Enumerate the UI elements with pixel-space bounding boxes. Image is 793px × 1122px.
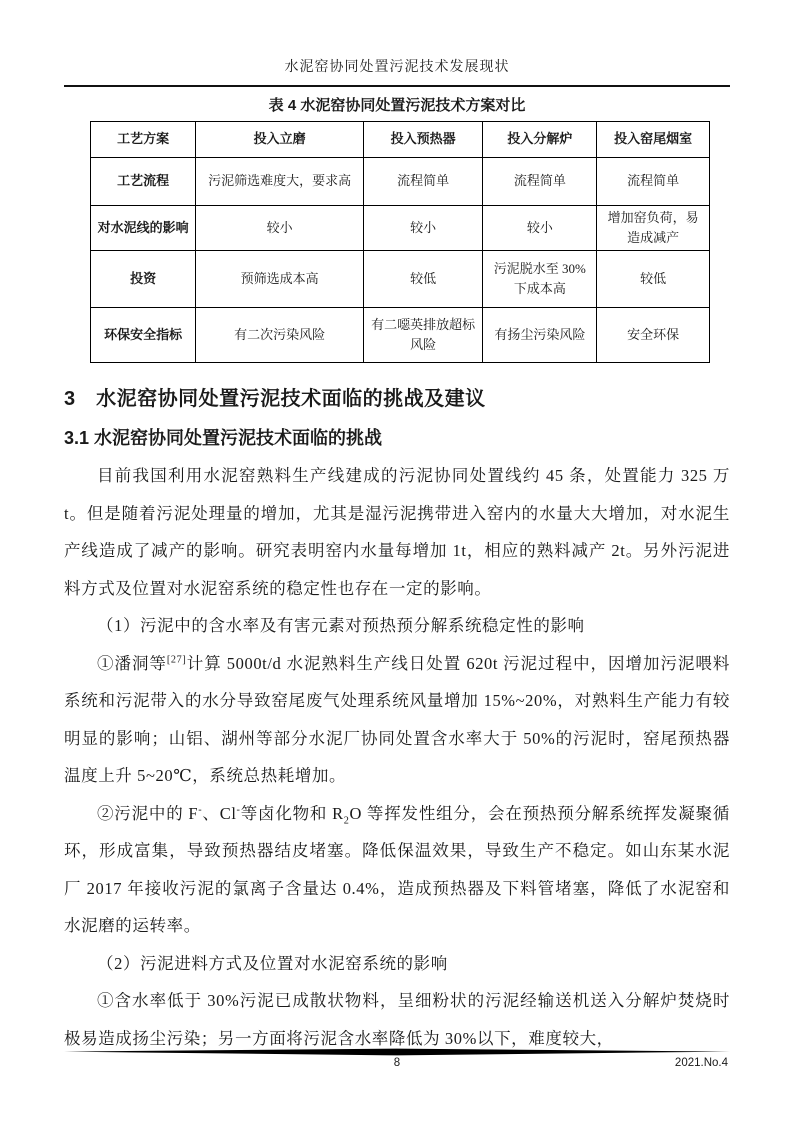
superscript-text: [27] — [166, 654, 187, 666]
table-row — [91, 158, 710, 206]
table-body — [91, 158, 710, 363]
table-header-cell: 投入分解炉 — [483, 122, 597, 158]
table-cell: 较低 — [363, 251, 482, 308]
superscript-text: - — [198, 804, 203, 816]
footer-rule — [64, 1048, 730, 1056]
page-number: 8 — [393, 1057, 401, 1069]
table-cell: 安全环保 — [597, 308, 710, 363]
body-paragraph: 目前我国利用水泥窑熟料生产线建成的污泥协同处置线约 45 条，处置能力 325 万 t。但是随着污泥处理量的增加，尤其是湿污泥携带进入窑内的水量大大增加，对水泥生产线造成了减产的影响。研究表明窑内水量每增加 1t，相应的熟料减产 2t。另外污泥进料方式及位置对水泥窑系统的稳定性也存在一定的影响。 — [64, 466, 730, 598]
table-cell: 较小 — [483, 206, 597, 251]
table-head — [91, 122, 710, 158]
table-header-cell: 投入立磨 — [196, 122, 364, 158]
superscript-text: - — [236, 804, 241, 816]
subsection-heading: 3.1 水泥窑协同处置污泥技术面临的挑战 — [64, 428, 383, 449]
table-cell: 有扬尘污染风险 — [483, 308, 597, 363]
body-paragraph: ②污泥中的 F-、Cl-等卤化物和 $R_2O$ 等挥发性组分，会在预热预分解系统挥发凝聚循环，形成富集，导致预热器结皮堵塞。降低保温效果，导致生产不稳定。如山东某水泥厂 2017 年接收污泥的氯离子含量达 0.4%，造成预热器及下料管堵塞，降低了水泥窑和水泥磨的运转率。 — [64, 803, 730, 936]
page-footer — [64, 1048, 730, 1073]
issue-label: 2021.No.4 — [674, 1057, 728, 1069]
subscript-text: 2 — [343, 815, 350, 827]
table-cell: 较低 — [597, 251, 710, 308]
row-label-cell: 工艺流程 — [91, 158, 196, 206]
table-row — [91, 206, 710, 251]
table-row — [91, 251, 710, 308]
table-cell: 有二噁英排放超标风险 — [363, 308, 482, 363]
table-header-row — [91, 122, 710, 158]
table-header-cell: 投入预热器 — [363, 122, 482, 158]
footer-row — [64, 1057, 730, 1073]
comparison-table — [90, 121, 710, 363]
table-caption: 表 4 水泥窑协同处置污泥技术方案对比 — [268, 97, 526, 114]
body-paragraph: ①含水率低于 30%污泥已成散状物料，呈细粉状的污泥经输送机送入分解炉焚烧时极易造成扬尘污染；另一方面将污泥含水率降低为 30%以下，难度较大， — [64, 991, 730, 1048]
table-cell: 流程简单 — [483, 158, 597, 206]
table-cell: 流程简单 — [363, 158, 482, 206]
body-paragraph: （1）污泥中的含水率及有害元素对预热预分解系统稳定性的影响 — [97, 616, 585, 636]
table-cell: 较小 — [196, 206, 364, 251]
table-cell: 较小 — [363, 206, 482, 251]
running-head-title: 水泥窑协同处置污泥技术发展现状 — [64, 56, 730, 87]
table-cell: 预筛选成本高 — [196, 251, 364, 308]
row-label-cell: 环保安全指标 — [91, 308, 196, 363]
table-cell: 污泥脱水至 30%下成本高 — [483, 251, 597, 308]
body-paragraph: ①潘洞等[27]计算 5000t/d 水泥熟料生产线日处置 620t 污泥过程中，因增加污泥喂料系统和污泥带入的水分导致窑尾废气处理系统风量增加 15%~20%，对熟料生产能力有较明显的影响；山铝、湖州等部分水泥厂协同处置含水率大于 50%的污泥时，窑尾预热器温度上升 5~20℃，系统总热耗增加。 — [64, 653, 730, 786]
table-header-cell: 投入窑尾烟室 — [597, 122, 710, 158]
body-text — [64, 457, 730, 1057]
page-content — [64, 56, 730, 1057]
table-cell: 增加窑负荷，易造成减产 — [597, 206, 710, 251]
table-header-cell: 工艺方案 — [91, 122, 196, 158]
section-heading: 3 水泥窑协同处置污泥技术面临的挑战及建议 — [64, 388, 486, 411]
row-label-cell: 投资 — [91, 251, 196, 308]
table-cell: 有二次污染风险 — [196, 308, 364, 363]
row-label-cell: 对水泥线的影响 — [91, 206, 196, 251]
table-cell: 流程简单 — [597, 158, 710, 206]
table-cell: 污泥筛选难度大，要求高 — [196, 158, 364, 206]
body-paragraph: （2）污泥进料方式及位置对水泥窑系统的影响 — [97, 953, 448, 973]
table-row — [91, 308, 710, 363]
